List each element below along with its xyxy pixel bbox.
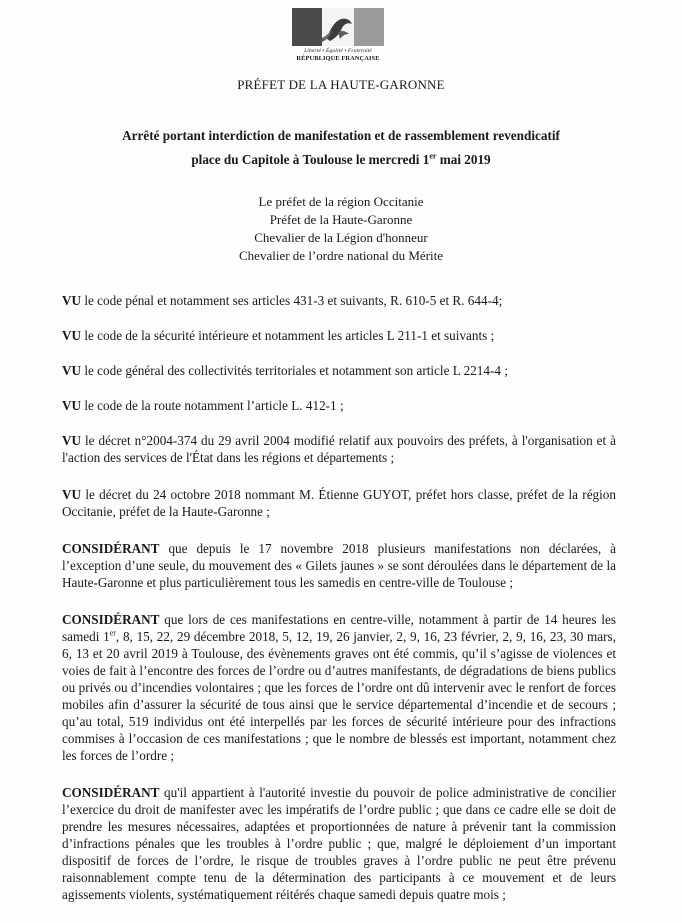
marianne-emblem-icon	[292, 8, 384, 46]
authority-line: Préfet de la Haute-Garonne	[269, 212, 413, 227]
considering-paragraph-3: CONSIDÉRANT qu'il appartient à l'autorité investie du pouvoir de police administrative de concilier l’exercice du droit de manifester avec les impératifs de l’ordre public ; que dans ce cadre elle se doit de prendre les mesures nécessaires, adaptées et proportionnées de nature à prévenir tant la commission d’infractions pénales que les troubles à l’ordre public ; que, malgré le déploiement d’un important dispositif de forces de l’ordre, le risque de troubles graves à l’ordre public ne peut être prévenu raisonnablement compte tenu de la détermination des participants à ce mouvement et de leurs agissements violents, systématiquement réitérés chaque samedi depuis quatre mois ;	[62, 785, 616, 902]
visa-penal-code: VU le code pénal et notamment ses articles 431-3 et suivants, R. 610-5 et R. 644-4;	[62, 293, 503, 308]
visa-decree-2004: VU le décret n°2004-374 du 29 avril 2004 modifié relatif aux pouvoirs des préfets, à l'organisation et à l'action des services de l'État dans les régions et départements ;	[62, 433, 616, 465]
considering-paragraph-2: CONSIDÉRANT que lors de ces manifestations en centre-ville, notamment à partir de 14 heures les samedi 1er, 8, 15, 22, 29 décembre 2018, 5, 12, 19, 26 janvier, 2, 9, 16, 23 février, 2, 9, 16, 23, 30 mars, 6, 13 et 20 avril 2019 à Toulouse, des évènements graves ont été commis, qu’il s’agisse de violences et voies de fait à l’encontre des forces de l’ordre ou d’autres manifestants, de dégradations de biens publics ou privés ou d’incendies volontaires ; que les forces de l’ordre ont dû intervenir avec le renfort de forces mobiles afin d’assurer la sécurité de tous ainsi que le service départemental d’incendie et de secours ; qu’au total, 519 individus ont été interpellés par les forces de sécurité intérieure pour des infractions commises à l’occasion de ces manifestations ; que le nombre de blessés est important, notamment chez les forces de l’ordre ;	[62, 612, 616, 763]
authority-line: Chevalier de la Légion d'honneur	[254, 230, 428, 245]
republic-motto: Liberté • Égalité • Fraternité	[304, 48, 372, 54]
republic-logo	[291, 8, 385, 68]
visa-local-authorities-code: VU le code général des collectivités territoriales et notamment son article L 2214-4 ;	[62, 363, 508, 378]
republic-name: RÉPUBLIQUE FRANÇAISE	[296, 55, 380, 62]
decree-title-line-1: Arrêté portant interdiction de manifestation et de rassemblement revendicatif	[122, 128, 560, 143]
decree-title	[60, 124, 622, 172]
considering-paragraph-1: CONSIDÉRANT que depuis le 17 novembre 2018 plusieurs manifestations non déclarées, à l’exception d’une seule, du mouvement des « Gilets jaunes » se sont déroulées dans le département de la Haute-Garonne et plus particulièrement tous les samedis en centre-ville de Toulouse ;	[62, 541, 616, 590]
visa-internal-security-code: VU le code de la sécurité intérieure et notamment les articles L 211-1 et suivants ;	[62, 328, 495, 343]
prefecture-name: PRÉFET DE LA HAUTE-GARONNE	[237, 77, 445, 92]
authority-line: Chevalier de l’ordre national du Mérite	[239, 248, 443, 263]
authority-line: Le préfet de la région Occitanie	[258, 194, 424, 209]
decree-body	[62, 292, 616, 923]
visa-highway-code: VU le code de la route notamment l’article L. 412-1 ;	[62, 398, 344, 413]
visa-decree-2018: VU le décret du 24 octobre 2018 nommant M. Étienne GUYOT, préfet hors classe, préfet de la région Occitanie, préfet de la Haute-Garonne ;	[62, 487, 616, 519]
decree-title-line-2: place du Capitole à Toulouse le mercredi 1er mai 2019	[191, 151, 491, 167]
issuing-authority	[0, 193, 682, 265]
